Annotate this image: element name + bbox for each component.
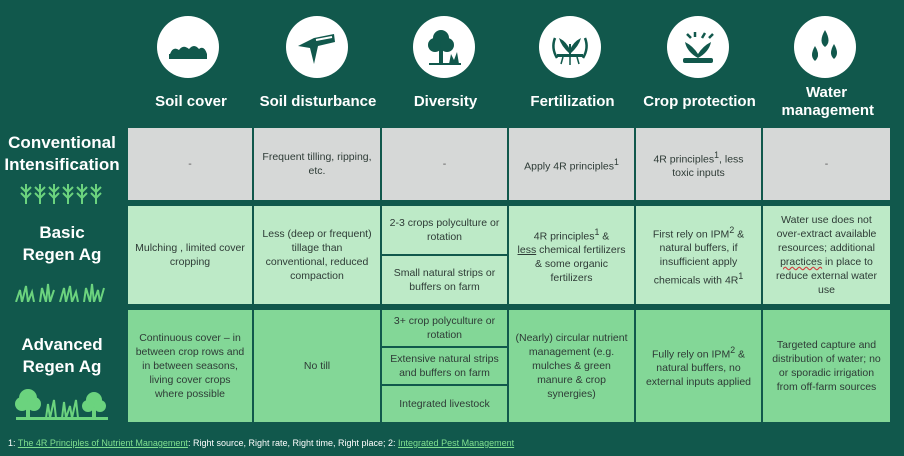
row-label-line2: Regen Ag: [22, 245, 102, 264]
footnote-ref: 2: [730, 344, 736, 355]
cell-advanced-soil-cover: [128, 310, 252, 422]
cell-text: Less (deep or frequent) tillage than conventional, reduced compaction: [262, 228, 372, 282]
cell-text: [642, 148, 755, 181]
column-title-crop-protection: Crop protection: [643, 93, 756, 110]
cell-basic-soil-cover: [128, 206, 252, 304]
cell-text: [524, 155, 619, 174]
cell-basic-crop-protection: [636, 206, 761, 304]
text-part: & natural buffers, no external inputs applied: [645, 348, 752, 389]
footnote-number: 1:: [8, 438, 18, 448]
cell-text: Mulching , limited cover cropping: [135, 242, 245, 268]
fertilization-icon: [539, 16, 601, 78]
row-label-basic: [0, 222, 124, 266]
row-label-line1: Advanced: [21, 335, 103, 354]
cell-advanced-soil-disturbance: [254, 310, 380, 422]
cell-conventional-soil-disturbance: [254, 128, 380, 200]
text-part: Fully rely on IPM: [652, 348, 731, 361]
text-part-underlined: less: [517, 244, 537, 257]
plough-icon: [286, 16, 348, 78]
text-part: Water use does not over-extract available resources; additional: [776, 214, 877, 254]
cell-basic-soil-disturbance: [254, 206, 380, 304]
text-part: 4R principles: [533, 230, 595, 243]
cell-conventional-fertilization: [509, 128, 634, 200]
cell-text: Frequent tilling, ripping, etc.: [262, 151, 372, 177]
cell-text: Small natural strips or buffers on farm: [393, 267, 496, 293]
cell-conventional-soil-cover: [128, 128, 252, 200]
cell-text: -: [188, 158, 192, 170]
cell-text: Integrated livestock: [399, 398, 490, 410]
column-title-fertilization: Fertilization: [530, 93, 615, 110]
water-management-title-text: Water management: [781, 84, 875, 119]
tree-icon: [413, 16, 475, 78]
row-label-advanced: [0, 334, 124, 378]
footnote-ref: 2: [729, 224, 735, 235]
cell-text: [515, 225, 628, 286]
cell-advanced-water-management: [763, 310, 890, 422]
crop-protection-icon: [667, 16, 729, 78]
column-title-diversity: Diversity: [413, 93, 478, 110]
cell-advanced-diversity-1: [382, 310, 507, 346]
cell-basic-water-management: [763, 206, 890, 304]
row-label-line1: Basic: [39, 223, 85, 242]
text-part: chemical fertilizers & some organic fertilizers: [535, 244, 626, 285]
cell-advanced-crop-protection: [636, 310, 761, 422]
text-part: & natural buffers, if insufficient apply chemicals with 4R: [653, 228, 745, 287]
column-title-water-management: [763, 84, 890, 120]
cell-text: No till: [303, 360, 331, 372]
cell-text: [642, 223, 755, 288]
cell-basic-diversity-2: [382, 256, 507, 304]
footnote-ref: 1: [614, 156, 619, 167]
trees-and-crops-icon: [12, 384, 112, 420]
cell-text: (Nearly) circular nutrient management (e.g. mulches & green manure & crop synergies): [515, 332, 628, 400]
text-part: Apply 4R principles: [524, 160, 614, 173]
footnote-ref: 1: [738, 271, 744, 281]
young-crops-icon: [12, 178, 112, 204]
text-part-spellcheck: practices: [780, 256, 823, 268]
text-part: &: [599, 230, 610, 243]
row-label-line2: Intensification: [4, 155, 120, 174]
cell-advanced-diversity-2: [382, 348, 507, 384]
water-drops-icon: [794, 16, 856, 78]
row-label-conventional: [0, 132, 124, 176]
footnote-link-ipm[interactable]: Integrated Pest Management: [398, 438, 515, 448]
cell-conventional-diversity: [382, 128, 507, 200]
cell-text: [769, 213, 884, 297]
cell-advanced-fertilization: [509, 310, 634, 422]
cell-text: -: [442, 158, 447, 170]
row-label-line1: Conventional: [8, 133, 116, 152]
row-label-line2: Regen Ag: [22, 357, 102, 376]
grass-crops-icon: [12, 276, 112, 302]
cell-basic-fertilization: [509, 206, 634, 304]
cell-conventional-water-management: [763, 128, 890, 200]
text-part: in place to reduce external water use: [776, 256, 877, 296]
cell-text: 3+ crop polyculture or rotation: [393, 315, 496, 341]
cell-text: Targeted capture and distribution of water; no or sporadic irrigation from off-farm sources: [772, 339, 881, 393]
text-part: , less toxic inputs: [672, 153, 744, 180]
cell-basic-diversity-1: [382, 206, 507, 254]
footnote-link-4r-principles[interactable]: The 4R Principles of Nutrient Management: [17, 438, 188, 448]
footnote: [8, 438, 514, 448]
cell-text: Extensive natural strips and buffers on farm: [390, 353, 499, 379]
cell-conventional-crop-protection: [636, 128, 761, 200]
footnote-ref: 1: [714, 149, 720, 160]
cell-text: 2-3 crops polyculture or rotation: [389, 217, 500, 243]
cell-text: [642, 343, 755, 390]
cell-advanced-diversity-3: [382, 386, 507, 422]
soil-cover-icon: [157, 16, 219, 78]
cell-text: -: [824, 158, 829, 170]
cell-text: Continuous cover – in between crop rows and in between seasons, living cover crops where possible: [135, 332, 245, 400]
text-part: First rely on IPM: [652, 228, 730, 240]
text-part: 4R principles: [653, 153, 715, 166]
column-title-soil-cover: Soil cover: [155, 93, 227, 110]
footnote-ref: 1: [594, 226, 600, 237]
footnote-text: : Right source, Right rate, Right time, Right place; 2:: [187, 438, 399, 448]
column-title-soil-disturbance: Soil disturbance: [259, 93, 377, 110]
